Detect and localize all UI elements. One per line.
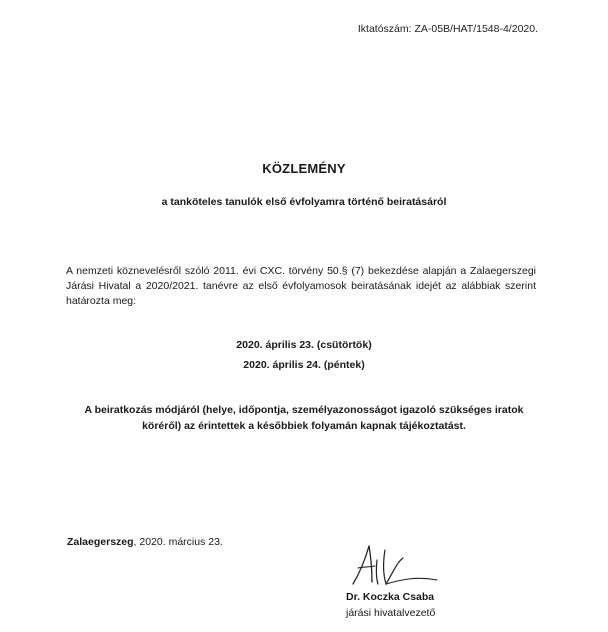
place-and-date xyxy=(67,536,223,548)
intro-line: Járási Hivatal a 2020/2021. tanévre az első évfolyamosok beiratásának idejét az alábbiak szerint xyxy=(66,280,536,292)
intro-line: A nemzeti köznevelésről szóló 2011. évi CXC. törvény 50.§ (7) bekezdése alapján a Zalaegerszegi xyxy=(66,265,536,277)
enrollment-date-1: 2020. április 23. (csütörtök) xyxy=(236,339,372,351)
signer-title: járási hivatalvezető xyxy=(346,607,436,619)
notice-paragraph xyxy=(60,402,548,434)
handwritten-signature xyxy=(345,540,445,590)
issue-date: , 2020. március 23. xyxy=(133,536,223,548)
document-subtitle: a tanköteles tanulók első évfolyamra történő beiratásáról xyxy=(161,196,447,208)
notice-line: A beiratkozás módjáról (helye, időpontja, személyazonosságot igazoló szükséges iratok xyxy=(84,404,524,416)
place-name: Zalaegerszeg xyxy=(67,536,134,548)
notice-line: köréről) az érintettek a későbbiek folyamán kapnak tájékoztatást. xyxy=(142,420,466,432)
enrollment-date-2: 2020. április 24. (péntek) xyxy=(243,359,365,371)
signer-name: Dr. Koczka Csaba xyxy=(346,591,435,603)
intro-paragraph xyxy=(66,264,536,309)
document-title: KÖZLEMÉNY xyxy=(262,161,346,176)
reference-number: Iktatószám: ZA-05B/HAT/1548-4/2020. xyxy=(357,23,538,35)
intro-line: határozta meg: xyxy=(66,295,137,307)
